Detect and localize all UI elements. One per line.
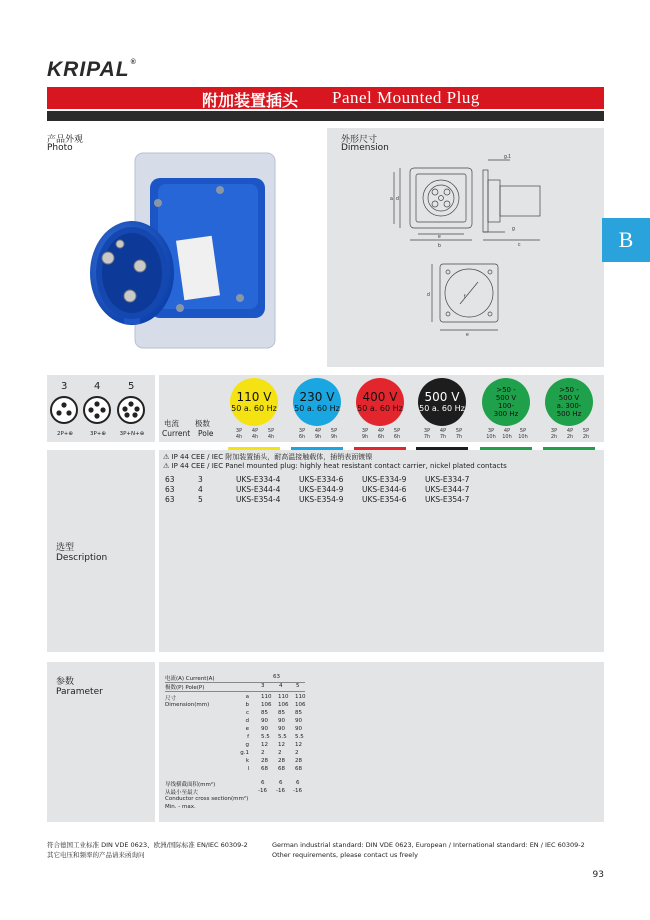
dim-key: b [245, 702, 249, 708]
param-cross-min-4: 6 [279, 780, 283, 786]
product-code: UKS-E354-6 [362, 495, 407, 504]
dim-value: 85 [261, 710, 268, 716]
product-code: UKS-E354-4 [236, 495, 281, 504]
dim-value: 68 [261, 766, 268, 772]
dim-value: 90 [278, 718, 285, 724]
voltage-sub-label: 5P 4h [267, 428, 275, 440]
dim-value: 68 [295, 766, 302, 772]
dim-value: 28 [295, 758, 302, 764]
product-code: UKS-E344-7 [425, 485, 470, 494]
brand-logo: KRIPAL® [47, 58, 137, 81]
title-cn: 附加装置插头 [202, 91, 299, 110]
voltage-badge: 400 V 50 a. 60 Hz [356, 378, 404, 426]
voltage-badge: >50 - 500 V a. 300- 500 Hz [545, 378, 593, 426]
voltage-sub-label: 4P 2h [566, 428, 574, 440]
pole-config-label: 3P+N+⊕ [119, 431, 145, 437]
dimension-label-en: Dimension [341, 143, 389, 153]
product-code: UKS-E344-9 [299, 485, 344, 494]
dim-value: 28 [278, 758, 285, 764]
dim-value: 5.5 [261, 734, 270, 740]
warning-icon: ⚠ [163, 462, 170, 470]
socket-5pin-icon [116, 395, 146, 425]
voltage-sub-label: 3P 9h [361, 428, 369, 440]
dim-value: 2 [295, 750, 299, 756]
product-code: UKS-E334-4 [236, 475, 281, 484]
voltage-sub-label: 3P 4h [235, 428, 243, 440]
svg-text:b: b [438, 243, 441, 249]
voltage-sub-label: 5P 9h [330, 428, 338, 440]
dim-value: 106 [295, 702, 306, 708]
dim-value: 12 [295, 742, 302, 748]
param-cross-en2: Min. - max. [165, 804, 196, 810]
voltage-sub-label: 3P 7h [423, 428, 431, 440]
svg-text:g.1: g.1 [504, 154, 511, 160]
param-cross-en1: Conductor cross section(mm²) [165, 796, 249, 802]
param-cross-max-5: -16 [293, 788, 302, 794]
dim-key: d [245, 718, 249, 724]
parameter-label-cn: 参数 [56, 677, 75, 687]
product-current: 63 [165, 495, 175, 504]
voltage-sub-label: 5P 2h [582, 428, 590, 440]
product-photo [80, 148, 280, 358]
warning-icon: ⚠ [163, 453, 170, 461]
dim-value: 90 [278, 726, 285, 732]
dim-key: g [245, 742, 249, 748]
voltage-sub-label: 4P 4h [251, 428, 259, 440]
footer-cn [47, 840, 248, 860]
dim-value: 28 [261, 758, 268, 764]
product-pole: 4 [198, 485, 203, 494]
description-label-cn: 选型 [56, 543, 75, 553]
param-dim-label-cn: 尺寸 [165, 696, 177, 702]
param-pole-label: 极数(P) Pole(P) [165, 685, 205, 691]
dim-value: 110 [278, 694, 289, 700]
dim-value: 85 [278, 710, 285, 716]
param-cross-min-5: 6 [296, 780, 300, 786]
param-current-label: 电流(A) Current(A) [165, 676, 215, 682]
current-label-cn: 电流 [164, 419, 179, 428]
param-cross-cn2: 从最小至最大 [165, 790, 199, 796]
voltage-sub-label: 4P 10h [502, 428, 512, 440]
dim-key: e [245, 726, 249, 732]
product-code: UKS-E354-9 [299, 495, 344, 504]
dim-value: 12 [278, 742, 285, 748]
svg-text:a: a [390, 196, 393, 202]
pole-config-label: 2P+⊕ [56, 431, 74, 437]
svg-text:e: e [466, 332, 469, 338]
voltage-sub-label: 5P 10h [518, 428, 528, 440]
dim-value: 2 [261, 750, 265, 756]
footer-en-line1: German industrial standard: DIN VDE 0623, European / International standard: EN / IEC 60309-2 [272, 841, 585, 849]
description-label-en: Description [56, 553, 108, 563]
parameter-table [165, 674, 310, 814]
param-dim-label-en: Dimension(mm) [165, 702, 210, 708]
product-pole: 3 [198, 475, 203, 484]
dim-value: 90 [295, 726, 302, 732]
dimension-drawing [380, 152, 560, 342]
dim-key: f [247, 734, 249, 740]
param-cross-cn1: 导线横截面积(mm²) [165, 782, 216, 788]
pole-label-en: Pole [198, 429, 214, 438]
voltage-sub-label: 3P 2h [550, 428, 558, 440]
pole-count-5: 5 [128, 381, 135, 392]
footer-cn-line2: 其它电压和频率的产品请来函询问 [47, 851, 145, 859]
dim-value: 110 [261, 694, 272, 700]
current-label-en: Current [162, 429, 191, 438]
param-cross-max-3: -16 [258, 788, 267, 794]
section-tab-b: B [602, 218, 650, 262]
dim-value: 2 [278, 750, 282, 756]
socket-3pin-icon [49, 395, 79, 425]
dim-value: 90 [295, 718, 302, 724]
product-code: UKS-E344-4 [236, 485, 281, 494]
voltage-sub-label: 3P 6h [298, 428, 306, 440]
pole-config-label: 3P+⊕ [89, 431, 107, 437]
svg-text:d: d [427, 292, 430, 298]
product-current: 63 [165, 485, 175, 494]
product-code: UKS-E334-6 [299, 475, 344, 484]
product-pole: 5 [198, 495, 203, 504]
voltage-sub-label: 4P 9h [314, 428, 322, 440]
footer-cn-line1: 符合德国工业标准 DIN VDE 0623、欧洲/国际标准 EN/IEC 60309-2 [47, 841, 248, 849]
dim-key: c [245, 710, 249, 716]
param-cross-min-3: 6 [261, 780, 265, 786]
dim-value: 5.5 [295, 734, 304, 740]
param-pole-5: 5 [296, 683, 300, 689]
title-en: Panel Mounted Plug [332, 88, 480, 107]
dim-value: 90 [261, 726, 268, 732]
dim-key: k [245, 758, 249, 764]
voltage-badge: 500 V 50 a. 60 Hz [418, 378, 466, 426]
dim-value: 106 [278, 702, 289, 708]
param-pole-3: 3 [261, 683, 265, 689]
voltage-sub-label: 5P 6h [393, 428, 401, 440]
page-number: 93 [592, 870, 604, 880]
svg-text:d: d [396, 196, 399, 202]
pole-count-3: 3 [61, 381, 68, 392]
footer-en [272, 840, 585, 860]
description-line-en: ⚠ IP 44 CEE / IEC Panel mounted plug: highly heat resistant contact carrier, nickel plated contacts [163, 462, 507, 470]
dim-key: g.1 [240, 750, 249, 756]
dim-value: 110 [295, 694, 306, 700]
pole-label-cn: 极数 [195, 419, 210, 428]
voltage-badge: 230 V 50 a. 60 Hz [293, 378, 341, 426]
socket-4pin-icon [82, 395, 112, 425]
dim-value: 68 [278, 766, 285, 772]
voltage-sub-label: 4P 6h [377, 428, 385, 440]
parameter-label-en: Parameter [56, 687, 103, 697]
voltage-sub-label: 5P 7h [455, 428, 463, 440]
dim-value: 85 [295, 710, 302, 716]
product-code: UKS-E344-6 [362, 485, 407, 494]
voltage-badge: 110 V 50 a. 60 Hz [230, 378, 278, 426]
voltage-badge: >50 - 500 V 100- 300 Hz [482, 378, 530, 426]
product-code: UKS-E334-9 [362, 475, 407, 484]
dim-key: l [247, 766, 249, 772]
photo-label-cn: 产品外观 [47, 135, 84, 145]
svg-text:f: f [464, 294, 466, 300]
dim-value: 90 [261, 718, 268, 724]
pole-count-4: 4 [94, 381, 101, 392]
svg-text:c: c [518, 242, 521, 248]
product-code: UKS-E354-7 [425, 495, 470, 504]
title-underbar [47, 111, 604, 121]
param-cross-max-4: -16 [276, 788, 285, 794]
voltage-sub-label: 4P 7h [439, 428, 447, 440]
title-bar [47, 87, 604, 109]
product-code: UKS-E334-7 [425, 475, 470, 484]
svg-text:e: e [438, 234, 441, 240]
footer-en-line2: Other requirements, please contact us freely [272, 851, 418, 859]
product-current: 63 [165, 475, 175, 484]
dim-value: 5.5 [278, 734, 287, 740]
dim-key: a [245, 694, 249, 700]
dim-value: 12 [261, 742, 268, 748]
description-line-cn: ⚠ IP 44 CEE / IEC 附加装置插头，耐高温接触载体，插销表面镀镍 [163, 453, 373, 461]
dim-value: 106 [261, 702, 272, 708]
param-current-value: 63 [273, 674, 280, 680]
param-pole-4: 4 [279, 683, 283, 689]
dimension-label-cn: 外形尺寸 [341, 135, 378, 145]
voltage-sub-label: 3P 10h [486, 428, 496, 440]
svg-text:g: g [512, 226, 515, 232]
photo-label-en: Photo [47, 143, 73, 153]
